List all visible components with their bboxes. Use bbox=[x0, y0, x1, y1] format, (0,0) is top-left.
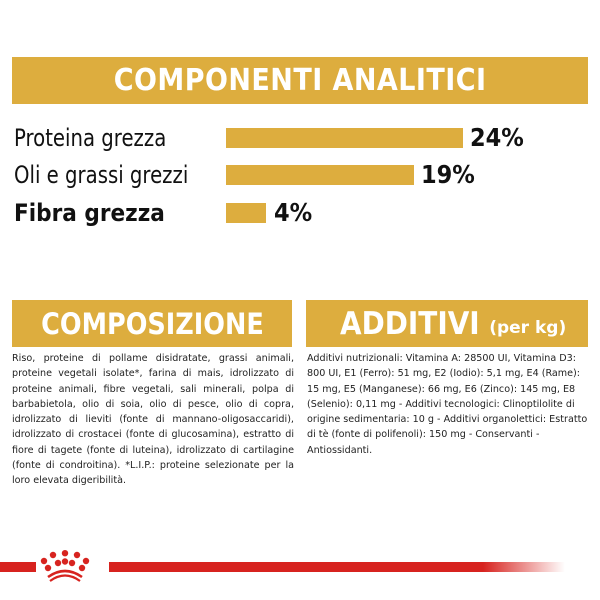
analytic-label: Oli e grassi grezzi bbox=[14, 161, 189, 189]
additives-text: Additivi nutrizionali: Vitamina A: 28500 UI, Vitamina D3: 800 UI, E1 (Ferro): 51 mg, E2 (Iodio): 5,1 mg, E4 (Rame): 15 mg, E5 (Manganese): 66 mg, E6 (Zinco): 145 mg, E8 (Selenio): 0,11 mg - Additivi tecnologici: Clinoptilolite di origine sedimentaria: 10 g - Additivi organolettici: Estratto di tè (fonte di polifenoli): 150 mg - Conservanti - Antiossidanti. bbox=[307, 353, 588, 456]
analytic-bar bbox=[226, 165, 414, 185]
analytic-row-fat bbox=[0, 159, 600, 191]
analytic-label: Fibra grezza bbox=[14, 199, 165, 227]
crown-icon bbox=[38, 550, 92, 584]
analytic-row-protein bbox=[0, 122, 600, 154]
analytic-bar bbox=[226, 203, 266, 223]
analytic-components-title: COMPONENTI ANALITICI bbox=[113, 63, 487, 98]
composition-title: COMPOSIZIONE bbox=[40, 306, 264, 341]
additives-header bbox=[306, 300, 588, 347]
analytic-value: 24% bbox=[470, 123, 524, 152]
analytic-components-header bbox=[12, 57, 588, 104]
footer-red-line-right bbox=[109, 562, 565, 572]
analytic-bar bbox=[226, 128, 463, 148]
analytic-value: 19% bbox=[421, 160, 475, 189]
analytic-label: Proteina grezza bbox=[14, 124, 167, 152]
composition-text: Riso, proteine di pollame disidratate, grassi animali, proteine vegetali isolate*, farina di mais, idrolizzato di proteine animali, fibre vegetali, sali minerali, polpa di barbabietola, olio di soia, olio di pesce, olio di copra, idrolizzato di lieviti (fonte di mannano-oligosaccaridi), idrolizzato di crostacei (fonte di glucosamina), estratto di fiore di tagete (fonte di luteina), idrolizzato di cartilagine (fonte di condroitina). *L.I.P.: proteine selezionate per la loro elevata digeribilità. bbox=[12, 353, 294, 487]
footer-red-line-left bbox=[0, 562, 36, 572]
additives-subtitle: (per kg) bbox=[489, 317, 567, 338]
additives-title: ADDITIVI bbox=[340, 305, 480, 342]
composition-header bbox=[12, 300, 292, 347]
analytic-value: 4% bbox=[274, 198, 313, 227]
analytic-row-fibre bbox=[0, 197, 600, 229]
